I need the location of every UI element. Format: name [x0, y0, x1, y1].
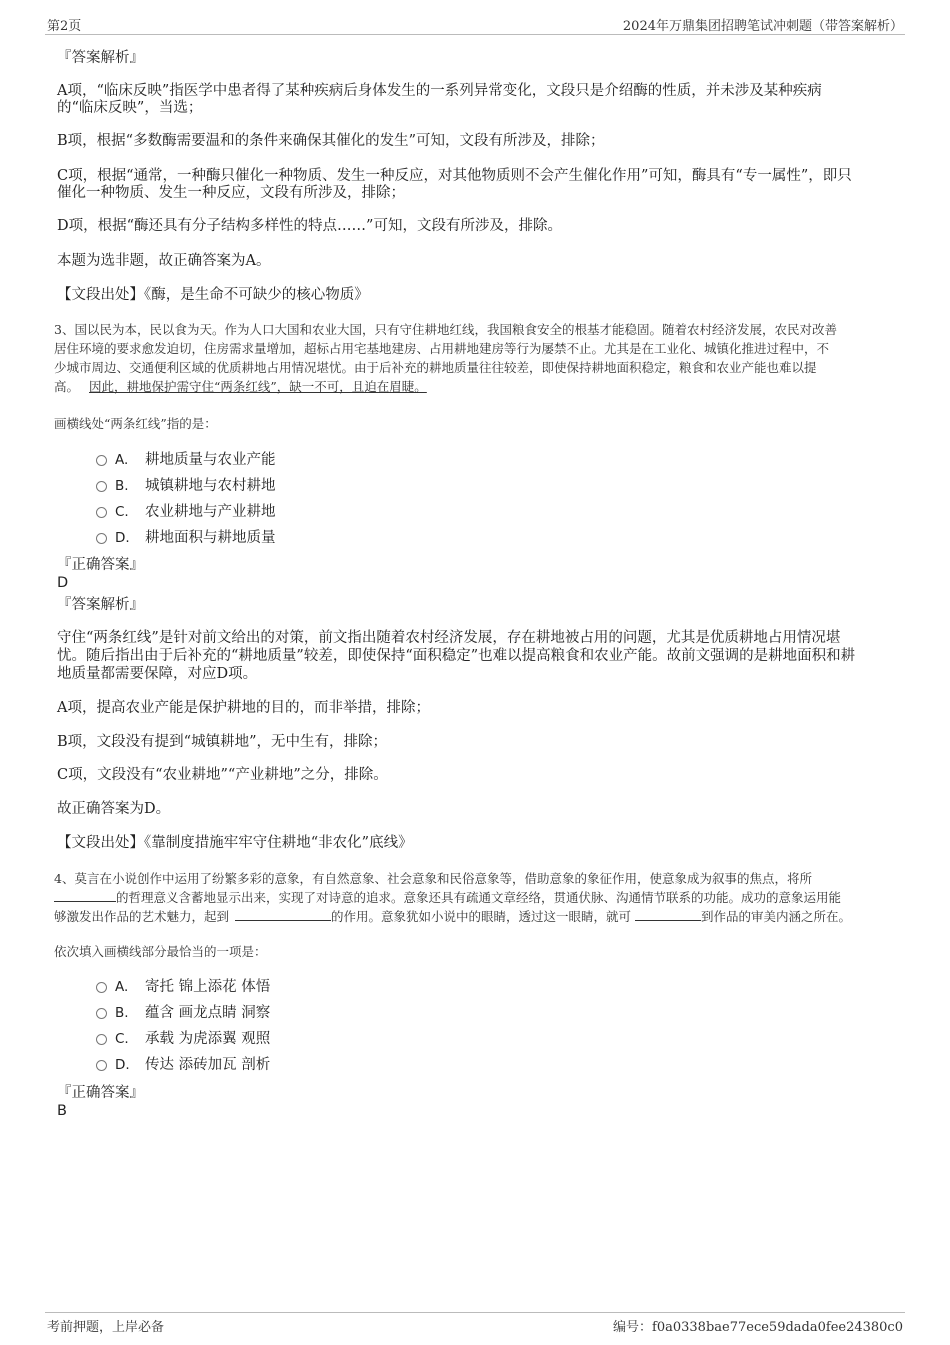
q3-passage-line: 3、国以民为本，民以食为天。作为人口大国和农业大国，只有守住耕地红线，我国粮食安全的根基才能稳固。随着农村经济发展，农民对改善	[54, 322, 837, 337]
q2-analysis-line: B项，根据“多数酶需要温和的条件来确保其催化的发生”可知，文段有所涉及，排除；	[57, 133, 605, 149]
q2-analysis-line: A项，“临床反映”指医学中患者得了某种疾病后身体发生的一系列异常变化，文段只是介绍酶的性质，并未涉及某种疾病	[57, 83, 822, 99]
fill-blank-1[interactable]	[54, 888, 116, 902]
q3-analysis-line: A项，提高农业产能是保护耕地的目的，而非举措，排除；	[57, 700, 430, 716]
q2-analysis-line: 催化一种物质、发生一种反应，文段有所涉及，排除；	[57, 185, 405, 201]
q4-answer-heading: 『正确答案』	[57, 1085, 144, 1101]
q4-option-c[interactable]: C. 承载 为虎添翼 观照	[96, 1030, 270, 1050]
q3-underlined-text: 因此，耕地保护需守住“两条红线”，缺一不可，且迫在眉睫。	[89, 379, 427, 394]
radio-icon[interactable]	[96, 481, 107, 492]
footer-slogan: 考前押题，上岸必备	[47, 1320, 165, 1335]
q3-answer-heading: 『正确答案』	[57, 557, 144, 573]
q4-passage	[54, 869, 894, 926]
q3-passage-line: 高。	[54, 379, 80, 394]
option-text: 城镇耕地与农村耕地	[145, 478, 276, 494]
q3-analysis-line: 守住“两条红线”是针对前文给出的对策，前文指出随着农村经济发展，存在耕地被占用的问题，尤其是优质耕地占用情况堪	[57, 630, 841, 646]
q4-option-b[interactable]: B. 蕴含 画龙点睛 洞察	[96, 1004, 270, 1024]
fill-blank-2[interactable]	[235, 907, 331, 921]
radio-icon[interactable]	[96, 455, 107, 466]
radio-icon[interactable]	[96, 1008, 107, 1019]
q3-answer: D	[57, 575, 69, 591]
q4-passage-line: 的哲理意义含蓄地显示出来，实现了对诗意的追求。意象还具有疏通文章经络，贯通伏脉、沟通情节联系的功能。成功的意象运用能	[116, 890, 842, 905]
option-text: 农业耕地与产业耕地	[145, 504, 276, 520]
q3-analysis-heading: 『答案解析』	[57, 597, 144, 613]
q2-conclusion: 本题为选非题，故正确答案为A。	[57, 253, 271, 269]
page-header	[45, 14, 905, 35]
q4-option-a[interactable]: A. 寄托 锦上添花 体悟	[96, 978, 270, 998]
page-number: 第2页	[47, 19, 82, 34]
fill-blank-3[interactable]	[635, 907, 701, 921]
q3-passage	[54, 320, 894, 396]
radio-icon[interactable]	[96, 507, 107, 518]
q3-analysis-line: C项，文段没有“农业耕地”“产业耕地”之分，排除。	[57, 767, 388, 783]
q3-option-c[interactable]: C. 农业耕地与产业耕地	[96, 503, 276, 523]
q4-answer: B	[57, 1103, 67, 1119]
q3-conclusion: 故正确答案为D。	[57, 801, 171, 817]
option-text: 耕地面积与耕地质量	[145, 530, 276, 546]
q2-source: 【文段出处】《酶，是生命不可缺少的核心物质》	[57, 287, 369, 303]
q3-passage-line: 居住环境的要求愈发迫切，住房需求量增加，超标占用宅基地建房、占用耕地建房等行为屡禁不止。尤其是在工业化、城镇化推进过程中，不	[54, 341, 830, 356]
q3-option-a[interactable]: A. 耕地质量与农业产能	[96, 451, 276, 471]
radio-icon[interactable]	[96, 533, 107, 544]
q3-passage-line: 少城市周边、交通便利区域的优质耕地占用情况堪忧。由于后补充的耕地质量往往较差，即使保持耕地面积稳定，粮食和农业产能也难以提	[54, 360, 817, 375]
q4-passage-line: 的作用。意象犹如小说中的眼睛，透过这一眼睛，就可	[331, 909, 632, 924]
q4-passage-line: 到作品的审美内涵之所在。	[701, 909, 852, 924]
option-text: 承载 为虎添翼 观照	[145, 1031, 271, 1047]
q3-option-b[interactable]: B. 城镇耕地与农村耕地	[96, 477, 276, 497]
document-id: 编号：f0a0338bae77ece59dada0fee24380c0	[613, 1320, 903, 1335]
q3-question: 画横线处“两条红线”指的是：	[54, 416, 217, 431]
q2-analysis-line: D项，根据“酶还具有分子结构多样性的特点……”可知，文段有所涉及，排除。	[57, 218, 562, 234]
q3-source: 【文段出处】《靠制度措施牢牢守住耕地“非农化”底线》	[57, 835, 413, 851]
radio-icon[interactable]	[96, 982, 107, 993]
q3-option-d[interactable]: D. 耕地面积与耕地质量	[96, 529, 276, 549]
q2-analysis-heading: 『答案解析』	[57, 50, 144, 66]
q3-analysis-line: 地质量都需要保障，对应D项。	[57, 666, 258, 682]
page-footer	[45, 1312, 905, 1337]
q3-analysis-line: B项，文段没有提到“城镇耕地”，无中生有，排除；	[57, 734, 387, 750]
q4-passage-line: 4、莫言在小说创作中运用了纷繁多彩的意象，有自然意象、社会意象和民俗意象等，借助意象的象征作用，使意象成为叙事的焦点，将所	[54, 871, 812, 886]
radio-icon[interactable]	[96, 1034, 107, 1045]
option-text: 耕地质量与农业产能	[145, 452, 276, 468]
option-text: 蕴含 画龙点睛 洞察	[145, 1005, 271, 1021]
q2-analysis-line: C项，根据“通常，一种酶只催化一种物质、发生一种反应，对其他物质则不会产生催化作用”可知，酶具有“专一属性”，即只	[57, 168, 852, 184]
q4-passage-line: 够激发出作品的艺术魅力，起到	[54, 909, 230, 924]
q4-question: 依次填入画横线部分最恰当的一项是：	[54, 944, 267, 959]
radio-icon[interactable]	[96, 1060, 107, 1071]
option-text: 传达 添砖加瓦 剖析	[145, 1057, 271, 1073]
q4-option-d[interactable]: D. 传达 添砖加瓦 剖析	[96, 1056, 270, 1076]
document-title: 2024年万鼎集团招聘笔试冲刺题（带答案解析）	[622, 19, 903, 34]
q2-analysis-line: 的“临床反映”，当选；	[57, 100, 203, 116]
q3-analysis-line: 忧。随后指出由于后补充的“耕地质量”较差，即使保持“面积稳定”也难以提高粮食和农业产能。故前文强调的是耕地面积和耕	[57, 648, 856, 664]
option-text: 寄托 锦上添花 体悟	[145, 979, 271, 995]
